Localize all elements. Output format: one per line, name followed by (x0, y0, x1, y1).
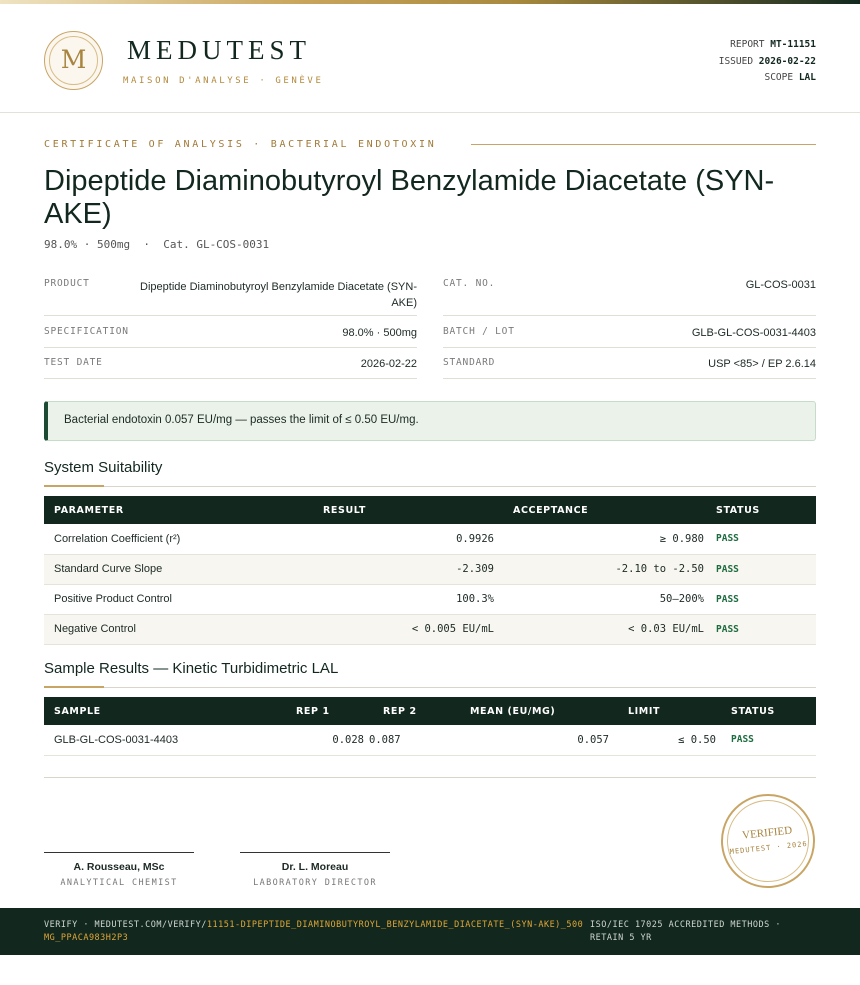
parameter-cell: Positive Product Control (44, 584, 264, 614)
page-title: Dipeptide Diaminobutyroyl Benzylamide Diacetate (SYN-AKE) (44, 165, 775, 230)
parameter-cell: Negative Control (44, 614, 264, 644)
result-cell: 100.3% (264, 584, 494, 614)
samples-table (44, 697, 816, 756)
logo-letter: M (60, 45, 87, 74)
batch-lot-value: GLB-GL-COS-0031-4403 (691, 327, 816, 339)
status-badge: PASS (704, 584, 816, 614)
logo-seal (44, 31, 103, 90)
specification-label: SPECIFICATION (44, 326, 129, 337)
standard-value: USP <85> / EP 2.6.14 (708, 358, 816, 370)
signature-role: LABORATORY DIRECTOR (253, 878, 377, 888)
signature-analyst (44, 852, 194, 888)
samples-rule (44, 687, 816, 688)
col-header-parameter: PARAMETER (54, 504, 124, 516)
table-row (44, 614, 816, 644)
section-divider (44, 777, 816, 778)
table-row (44, 524, 816, 554)
product-value: Dipeptide Diaminobutyroyl Benzylamide Diacetate (SYN-AKE) (140, 281, 417, 309)
parameter-cell: Correlation Coefficient (r²) (44, 524, 264, 554)
suitability-table (44, 496, 816, 645)
col-header-sample: SAMPLE (54, 705, 101, 717)
issued-date-label: ISSUED (718, 55, 754, 67)
signature-director (240, 852, 390, 888)
suitability-rule (44, 486, 816, 487)
issued-date-row (719, 54, 816, 71)
report-header (0, 4, 860, 113)
suitability-header-row (44, 496, 816, 524)
test-date-label: TEST DATE (44, 357, 103, 368)
signature-name: A. Rousseau, MSc (73, 861, 165, 873)
specification-field (44, 326, 417, 348)
sample-cell: GLB-GL-COS-0031-4403 (44, 725, 264, 755)
batch-lot-label: BATCH / LOT (443, 326, 515, 337)
verify-line (44, 919, 584, 945)
report-number-row (719, 37, 816, 54)
scope-value: LAL (798, 72, 816, 83)
table-row (44, 584, 816, 614)
samples-header-row (44, 697, 816, 725)
signature-role: ANALYTICAL CHEMIST (60, 878, 178, 888)
brand-name: MEDUTEST (127, 35, 311, 65)
standard-field (443, 357, 816, 379)
samples-title: Sample Results — Kinetic Turbidimetric LAL (44, 660, 339, 677)
col-header-status: STATUS (731, 705, 775, 717)
acceptance-cell: 50–200% (494, 584, 704, 614)
result-cell: 0.9926 (264, 524, 494, 554)
specification-value: 98.0% · 500mg (342, 327, 417, 339)
status-badge: PASS (704, 614, 816, 644)
verdict-text: Bacterial endotoxin 0.057 EU/mg — passes the limit of ≤ 0.50 EU/mg. (64, 414, 419, 426)
test-date-field (44, 357, 417, 379)
rep2-cell: 0.087 (364, 725, 454, 755)
limit-cell: ≤ 0.50 (609, 725, 716, 755)
col-header-status: STATUS (716, 504, 760, 516)
acceptance-cell: -2.10 to -2.50 (494, 554, 704, 584)
issued-date-value: 2026-02-22 (758, 55, 816, 67)
brand-tagline: MAISON D'ANALYSE · GENÈVE (123, 76, 324, 86)
catalog-number-field (443, 278, 816, 316)
suitability-title: System Suitability (44, 459, 163, 476)
mean-cell: 0.057 (454, 725, 609, 755)
scope-label: SCOPE (764, 72, 794, 83)
accreditation-note: ISO/IEC 17025 ACCREDITED METHODS · RETAIN 5 YR (590, 920, 781, 943)
result-cell: -2.309 (264, 554, 494, 584)
verify-link[interactable]: 11151-DIPEPTIDE_DIAMINOBUTYROYL_BENZYLAMIDE_DIACETATE_(SYN-AKE)_500MG_PPACA983H2P3 (44, 920, 584, 943)
verified-stamp (716, 789, 819, 892)
parameter-cell: Standard Curve Slope (44, 554, 264, 584)
product-label: PRODUCT (44, 278, 90, 289)
table-row (44, 725, 816, 755)
catalog-number-label: CAT. NO. (443, 278, 496, 289)
verify-prefix: VERIFY · MEDUTEST.COM/VERIFY/ (44, 920, 207, 930)
stamp-text: VERIFIED (741, 824, 793, 842)
report-number-label: REPORT (730, 39, 765, 50)
stamp-subtext: MEDUTEST · 2026 (729, 839, 809, 857)
certificate-eyebrow: CERTIFICATE OF ANALYSIS · BACTERIAL ENDOTOXIN (44, 139, 437, 150)
status-badge: PASS (704, 554, 816, 584)
col-header-rep1: REP 1 (296, 705, 330, 717)
col-header-mean: MEAN (EU/MG) (470, 705, 556, 717)
footer-bar (0, 908, 860, 955)
catalog-number-value: GL-COS-0031 (745, 279, 816, 291)
scope-row (719, 70, 816, 87)
acceptance-cell: ≥ 0.980 (494, 524, 704, 554)
col-header-result: RESULT (323, 504, 366, 516)
status-badge: PASS (716, 725, 816, 755)
standard-label: STANDARD (443, 357, 496, 368)
status-badge: PASS (704, 524, 816, 554)
report-meta (719, 37, 816, 87)
rep1-cell: 0.028 (264, 725, 364, 755)
test-date-value: 2026-02-22 (360, 358, 417, 370)
col-header-rep2: REP 2 (383, 705, 417, 717)
col-header-limit: LIMIT (628, 705, 661, 717)
col-header-acceptance: ACCEPTANCE (513, 504, 589, 516)
result-cell: < 0.005 EU/mL (264, 614, 494, 644)
product-field (44, 278, 417, 316)
signature-name: Dr. L. Moreau (281, 861, 349, 873)
table-row (44, 554, 816, 584)
batch-lot-field (443, 326, 816, 348)
report-number-value: MT-11151 (770, 39, 816, 50)
product-subline: 98.0% · 500mg · Cat. GL-COS-0031 (44, 238, 270, 251)
eyebrow-rule (471, 144, 816, 145)
verdict-banner (44, 401, 816, 441)
acceptance-cell: < 0.03 EU/mL (494, 614, 704, 644)
